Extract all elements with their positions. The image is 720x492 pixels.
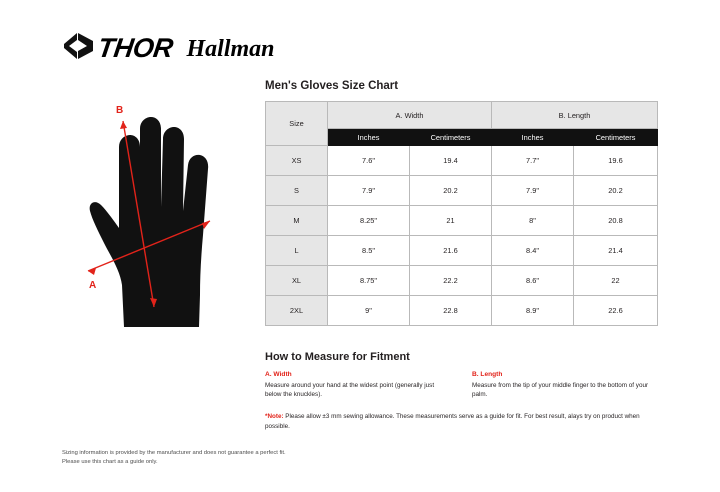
note-body: Please allow ±3 mm sewing allowance. These measurements serve as a guide for fit. For best result, alays try on product when possible. <box>265 412 640 430</box>
header-size: Size <box>266 102 328 146</box>
cell-length-centimeters: 20.8 <box>574 206 658 236</box>
subheader-length-centimeters: Centimeters <box>574 129 658 146</box>
cell-width-inches: 7.6" <box>328 146 410 176</box>
how-to-width-heading: A. Width <box>265 371 292 378</box>
subheader-length-inches: Inches <box>492 129 574 146</box>
table-row <box>266 176 658 206</box>
how-to-measure-title: How to Measure for Fitment <box>265 351 410 363</box>
cell-size: S <box>266 176 328 206</box>
how-to-width-body: Measure around your hand at the widest point (generally just below the knuckles). <box>265 382 435 399</box>
illustration-label-a: A <box>89 280 97 291</box>
thor-wordmark: THOR <box>95 32 175 63</box>
cell-size: L <box>266 236 328 266</box>
note-label: *Note: <box>265 412 284 420</box>
cell-width-centimeters: 22.8 <box>410 296 492 326</box>
cell-length-centimeters: 22 <box>574 266 658 296</box>
cell-length-centimeters: 19.6 <box>574 146 658 176</box>
how-to-measure-columns <box>265 371 657 400</box>
table-row <box>266 296 658 326</box>
brand-header <box>62 30 282 66</box>
subheader-width-inches: Inches <box>328 129 410 146</box>
cell-size: M <box>266 206 328 236</box>
cell-length-inches: 8.9" <box>492 296 574 326</box>
thor-hammer-icon <box>62 31 94 66</box>
hand-measurement-illustration <box>62 95 247 330</box>
thor-logo <box>62 31 173 66</box>
cell-length-centimeters: 20.2 <box>574 176 658 206</box>
cell-length-inches: 8.4" <box>492 236 574 266</box>
how-to-length-block <box>472 371 657 400</box>
hallman-wordmark: Hallman <box>186 36 275 62</box>
table-row <box>266 236 658 266</box>
cell-width-inches: 9" <box>328 296 410 326</box>
illustration-label-b: B <box>116 105 124 116</box>
cell-width-inches: 8.75" <box>328 266 410 296</box>
how-to-width-block <box>265 371 450 400</box>
how-to-measure-section <box>265 351 657 431</box>
cell-width-inches: 8.25" <box>328 206 410 236</box>
table-row <box>266 206 658 236</box>
size-chart-table <box>265 101 658 326</box>
cell-length-inches: 7.9" <box>492 176 574 206</box>
table-row <box>266 146 658 176</box>
footer-disclaimer <box>62 449 362 468</box>
header-width: A. Width <box>328 102 492 129</box>
cell-size: 2XL <box>266 296 328 326</box>
cell-width-centimeters: 22.2 <box>410 266 492 296</box>
cell-size: XL <box>266 266 328 296</box>
cell-width-inches: 8.5" <box>328 236 410 266</box>
header-length: B. Length <box>492 102 658 129</box>
cell-length-inches: 7.7" <box>492 146 574 176</box>
cell-length-inches: 8.6" <box>492 266 574 296</box>
page-title: Men's Gloves Size Chart <box>265 80 399 92</box>
cell-length-centimeters: 21.4 <box>574 236 658 266</box>
cell-width-centimeters: 21.6 <box>410 236 492 266</box>
size-chart-section <box>265 80 657 326</box>
table-header-group-row <box>266 102 658 129</box>
subheader-width-centimeters: Centimeters <box>410 129 492 146</box>
cell-length-centimeters: 22.6 <box>574 296 658 326</box>
how-to-length-heading: B. Length <box>472 371 503 378</box>
cell-width-inches: 7.9" <box>328 176 410 206</box>
how-to-length-body: Measure from the tip of your middle finger to the bottom of your palm. <box>472 382 649 399</box>
table-row <box>266 266 658 296</box>
cell-width-centimeters: 20.2 <box>410 176 492 206</box>
cell-size: XS <box>266 146 328 176</box>
cell-length-inches: 8" <box>492 206 574 236</box>
footer-line-2: Please use this chart as a guide only. <box>62 459 158 466</box>
cell-width-centimeters: 21 <box>410 206 492 236</box>
cell-width-centimeters: 19.4 <box>410 146 492 176</box>
note-text <box>265 412 650 432</box>
footer-line-1: Sizing information is provided by the manufacturer and does not guarantee a perfect fit. <box>62 450 286 456</box>
